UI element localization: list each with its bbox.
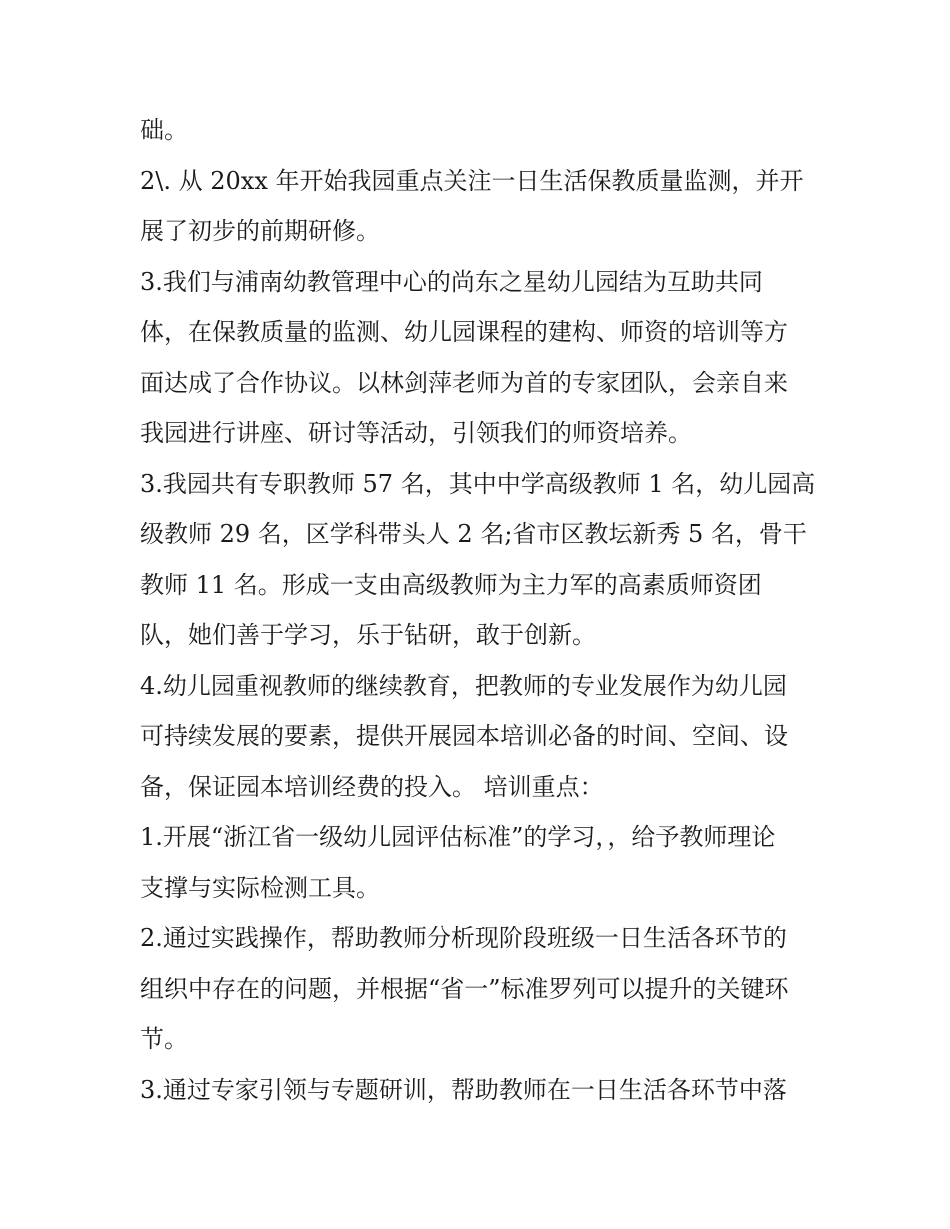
document-body bbox=[140, 105, 830, 1115]
text-line: 3.我们与浦南幼教管理中心的尚东之星幼儿园结为互助共同 bbox=[140, 267, 763, 296]
text-line: 节。 bbox=[140, 1025, 188, 1053]
text-line: 展了初步的前期研修。 bbox=[140, 217, 380, 245]
text-line: 3.我园共有专职教师 57 名，其中中学高级教师 1 名，幼儿园高 bbox=[140, 469, 816, 498]
text-line: 4.幼儿园重视教师的继续教育，把教师的专业发展作为幼儿园 bbox=[140, 671, 787, 700]
text-line: 队，她们善于学习，乐于钻研，敢于创新。 bbox=[140, 621, 596, 649]
text-line: 我园进行讲座、研讨等活动，引领我们的师资培养。 bbox=[140, 419, 692, 447]
text-line: 面达成了合作协议。以林剑萍老师为首的专家团队，会亲自来 bbox=[140, 368, 788, 397]
text-line: 级教师 29 名，区学科带头人 2 名;省市区教坛新秀 5 名，骨干 bbox=[140, 520, 807, 548]
text-line: 教师 11 名。形成一支由高级教师为主力军的高素质师资团 bbox=[140, 570, 762, 599]
text-line: 础。 bbox=[140, 116, 188, 144]
text-line: 2\. 从 20xx 年开始我园重点关注一日生活保教质量监测，并开 bbox=[140, 166, 804, 195]
text-line: 体，在保教质量的监测、幼儿园课程的建构、师资的培训等方 bbox=[140, 318, 788, 346]
text-line: 3.通过专家引领与专题研训，帮助教师在一日生活各环节中落 bbox=[140, 1075, 787, 1104]
text-line: 备，保证园本培训经费的投入。 培训重点： bbox=[140, 772, 604, 801]
text-line: 可持续发展的要素，提供开展园本培训必备的时间、空间、设 bbox=[140, 722, 788, 750]
text-line: 1.开展“浙江省一级幼儿园评估标准”的学习，，给予教师理论 bbox=[140, 823, 776, 851]
text-line: 支撑与实际检测工具。 bbox=[140, 873, 380, 902]
text-line: 2.通过实践操作，帮助教师分析现阶段班级一日生活各环节的 bbox=[140, 924, 787, 952]
text-line: 组织中存在的问题，并根据“省一”标准罗列可以提升的关键环 bbox=[140, 974, 789, 1003]
